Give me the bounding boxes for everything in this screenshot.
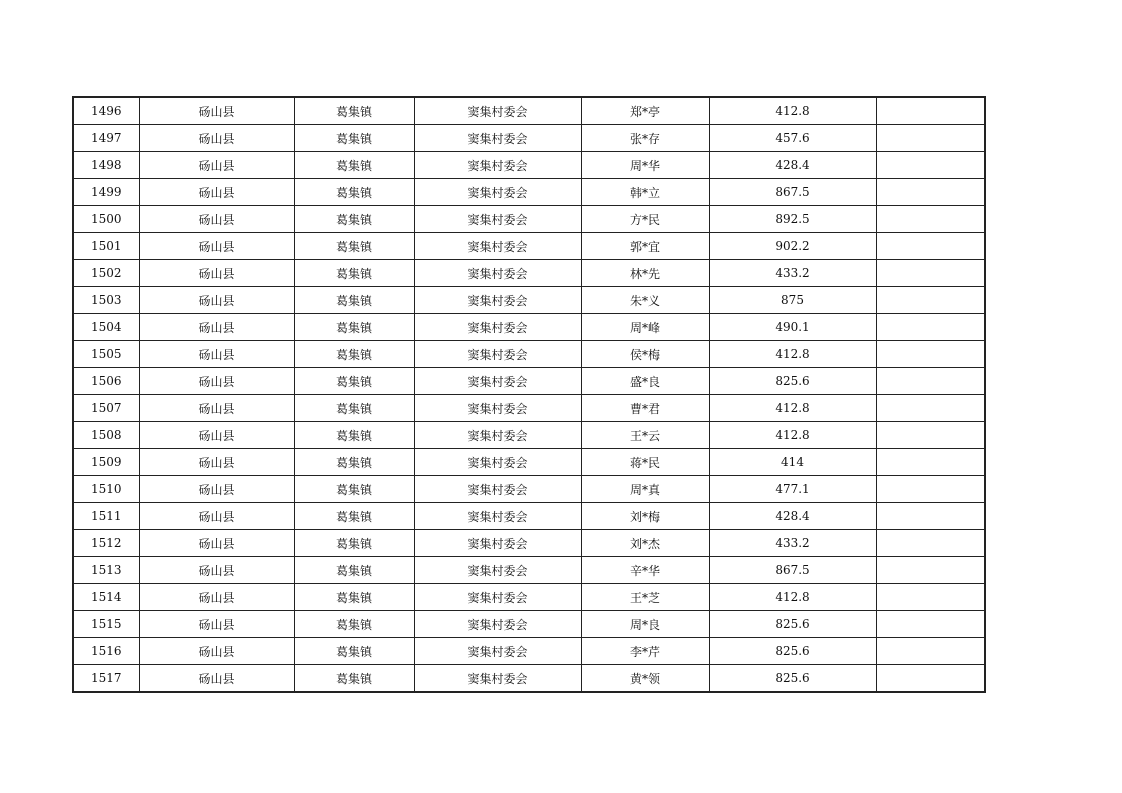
amount-cell: 902.2	[709, 233, 876, 260]
note-cell	[876, 260, 985, 287]
amount-cell: 412.8	[709, 422, 876, 449]
county-cell: 砀山县	[139, 503, 294, 530]
village-cell: 窦集村委会	[414, 422, 581, 449]
amount-cell: 477.1	[709, 476, 876, 503]
name-cell: 侯*梅	[581, 341, 709, 368]
county-cell: 砀山县	[139, 314, 294, 341]
amount-cell: 875	[709, 287, 876, 314]
table-row	[73, 260, 985, 287]
amount-cell: 428.4	[709, 503, 876, 530]
table-row	[73, 422, 985, 449]
note-cell	[876, 368, 985, 395]
note-cell	[876, 341, 985, 368]
village-cell: 窦集村委会	[414, 476, 581, 503]
county-cell: 砀山县	[139, 368, 294, 395]
county-cell: 砀山县	[139, 125, 294, 152]
town-cell: 葛集镇	[294, 233, 414, 260]
amount-cell: 412.8	[709, 584, 876, 611]
amount-cell: 433.2	[709, 530, 876, 557]
name-cell: 方*民	[581, 206, 709, 233]
town-cell: 葛集镇	[294, 260, 414, 287]
amount-cell: 412.8	[709, 97, 876, 125]
village-cell: 窦集村委会	[414, 341, 581, 368]
name-cell: 朱*义	[581, 287, 709, 314]
note-cell	[876, 584, 985, 611]
table-row	[73, 233, 985, 260]
table-row	[73, 125, 985, 152]
village-cell: 窦集村委会	[414, 638, 581, 665]
table-row	[73, 287, 985, 314]
county-cell: 砀山县	[139, 97, 294, 125]
amount-cell: 825.6	[709, 611, 876, 638]
town-cell: 葛集镇	[294, 557, 414, 584]
amount-cell: 414	[709, 449, 876, 476]
table-row	[73, 611, 985, 638]
town-cell: 葛集镇	[294, 341, 414, 368]
name-cell: 刘*杰	[581, 530, 709, 557]
name-cell: 黄*领	[581, 665, 709, 693]
name-cell: 周*良	[581, 611, 709, 638]
county-cell: 砀山县	[139, 665, 294, 693]
note-cell	[876, 152, 985, 179]
amount-cell: 428.4	[709, 152, 876, 179]
county-cell: 砀山县	[139, 152, 294, 179]
name-cell: 韩*立	[581, 179, 709, 206]
amount-cell: 892.5	[709, 206, 876, 233]
village-cell: 窦集村委会	[414, 260, 581, 287]
row-number-cell: 1496	[73, 97, 139, 125]
note-cell	[876, 476, 985, 503]
county-cell: 砀山县	[139, 179, 294, 206]
name-cell: 辛*华	[581, 557, 709, 584]
note-cell	[876, 179, 985, 206]
town-cell: 葛集镇	[294, 179, 414, 206]
row-number-cell: 1500	[73, 206, 139, 233]
name-cell: 张*存	[581, 125, 709, 152]
note-cell	[876, 287, 985, 314]
name-cell: 周*华	[581, 152, 709, 179]
name-cell: 周*真	[581, 476, 709, 503]
row-number-cell: 1505	[73, 341, 139, 368]
county-cell: 砀山县	[139, 341, 294, 368]
amount-cell: 825.6	[709, 665, 876, 693]
village-cell: 窦集村委会	[414, 152, 581, 179]
row-number-cell: 1504	[73, 314, 139, 341]
village-cell: 窦集村委会	[414, 368, 581, 395]
table-row	[73, 395, 985, 422]
town-cell: 葛集镇	[294, 368, 414, 395]
row-number-cell: 1515	[73, 611, 139, 638]
village-cell: 窦集村委会	[414, 125, 581, 152]
town-cell: 葛集镇	[294, 287, 414, 314]
amount-cell: 867.5	[709, 557, 876, 584]
note-cell	[876, 503, 985, 530]
town-cell: 葛集镇	[294, 584, 414, 611]
amount-cell: 490.1	[709, 314, 876, 341]
table-row	[73, 97, 985, 125]
row-number-cell: 1516	[73, 638, 139, 665]
row-number-cell: 1507	[73, 395, 139, 422]
table-row	[73, 152, 985, 179]
village-cell: 窦集村委会	[414, 206, 581, 233]
name-cell: 王*云	[581, 422, 709, 449]
county-cell: 砀山县	[139, 584, 294, 611]
amount-cell: 825.6	[709, 368, 876, 395]
table-row	[73, 503, 985, 530]
village-cell: 窦集村委会	[414, 179, 581, 206]
village-cell: 窦集村委会	[414, 665, 581, 693]
row-number-cell: 1508	[73, 422, 139, 449]
county-cell: 砀山县	[139, 476, 294, 503]
town-cell: 葛集镇	[294, 638, 414, 665]
village-cell: 窦集村委会	[414, 611, 581, 638]
name-cell: 蒋*民	[581, 449, 709, 476]
village-cell: 窦集村委会	[414, 557, 581, 584]
table-row	[73, 665, 985, 693]
county-cell: 砀山县	[139, 287, 294, 314]
subsidy-table	[72, 96, 986, 693]
village-cell: 窦集村委会	[414, 233, 581, 260]
amount-cell: 412.8	[709, 341, 876, 368]
table-row	[73, 530, 985, 557]
amount-cell: 457.6	[709, 125, 876, 152]
town-cell: 葛集镇	[294, 395, 414, 422]
name-cell: 周*峰	[581, 314, 709, 341]
note-cell	[876, 449, 985, 476]
table-row	[73, 449, 985, 476]
town-cell: 葛集镇	[294, 206, 414, 233]
county-cell: 砀山县	[139, 449, 294, 476]
name-cell: 盛*良	[581, 368, 709, 395]
county-cell: 砀山县	[139, 260, 294, 287]
name-cell: 王*芝	[581, 584, 709, 611]
town-cell: 葛集镇	[294, 152, 414, 179]
town-cell: 葛集镇	[294, 476, 414, 503]
village-cell: 窦集村委会	[414, 449, 581, 476]
note-cell	[876, 125, 985, 152]
table-body	[73, 97, 985, 692]
table-row	[73, 314, 985, 341]
row-number-cell: 1517	[73, 665, 139, 693]
row-number-cell: 1503	[73, 287, 139, 314]
town-cell: 葛集镇	[294, 449, 414, 476]
row-number-cell: 1501	[73, 233, 139, 260]
village-cell: 窦集村委会	[414, 287, 581, 314]
name-cell: 李*芹	[581, 638, 709, 665]
table-row	[73, 476, 985, 503]
county-cell: 砀山县	[139, 206, 294, 233]
village-cell: 窦集村委会	[414, 530, 581, 557]
note-cell	[876, 97, 985, 125]
amount-cell: 433.2	[709, 260, 876, 287]
note-cell	[876, 638, 985, 665]
row-number-cell: 1510	[73, 476, 139, 503]
town-cell: 葛集镇	[294, 125, 414, 152]
table-row	[73, 179, 985, 206]
table-row	[73, 206, 985, 233]
village-cell: 窦集村委会	[414, 97, 581, 125]
table-row	[73, 341, 985, 368]
note-cell	[876, 611, 985, 638]
table-row	[73, 368, 985, 395]
note-cell	[876, 665, 985, 693]
county-cell: 砀山县	[139, 233, 294, 260]
county-cell: 砀山县	[139, 638, 294, 665]
town-cell: 葛集镇	[294, 665, 414, 693]
table-row	[73, 638, 985, 665]
county-cell: 砀山县	[139, 530, 294, 557]
village-cell: 窦集村委会	[414, 503, 581, 530]
village-cell: 窦集村委会	[414, 314, 581, 341]
row-number-cell: 1513	[73, 557, 139, 584]
row-number-cell: 1497	[73, 125, 139, 152]
row-number-cell: 1498	[73, 152, 139, 179]
town-cell: 葛集镇	[294, 314, 414, 341]
county-cell: 砀山县	[139, 557, 294, 584]
village-cell: 窦集村委会	[414, 395, 581, 422]
note-cell	[876, 557, 985, 584]
name-cell: 曹*君	[581, 395, 709, 422]
county-cell: 砀山县	[139, 422, 294, 449]
note-cell	[876, 314, 985, 341]
town-cell: 葛集镇	[294, 530, 414, 557]
village-cell: 窦集村委会	[414, 584, 581, 611]
table-row	[73, 584, 985, 611]
row-number-cell: 1514	[73, 584, 139, 611]
row-number-cell: 1499	[73, 179, 139, 206]
row-number-cell: 1509	[73, 449, 139, 476]
note-cell	[876, 206, 985, 233]
amount-cell: 412.8	[709, 395, 876, 422]
amount-cell: 825.6	[709, 638, 876, 665]
town-cell: 葛集镇	[294, 422, 414, 449]
row-number-cell: 1502	[73, 260, 139, 287]
county-cell: 砀山县	[139, 611, 294, 638]
town-cell: 葛集镇	[294, 503, 414, 530]
name-cell: 林*先	[581, 260, 709, 287]
name-cell: 郑*亭	[581, 97, 709, 125]
amount-cell: 867.5	[709, 179, 876, 206]
note-cell	[876, 530, 985, 557]
name-cell: 郭*宜	[581, 233, 709, 260]
note-cell	[876, 233, 985, 260]
town-cell: 葛集镇	[294, 611, 414, 638]
note-cell	[876, 422, 985, 449]
row-number-cell: 1506	[73, 368, 139, 395]
town-cell: 葛集镇	[294, 97, 414, 125]
table-row	[73, 557, 985, 584]
row-number-cell: 1512	[73, 530, 139, 557]
name-cell: 刘*梅	[581, 503, 709, 530]
row-number-cell: 1511	[73, 503, 139, 530]
note-cell	[876, 395, 985, 422]
county-cell: 砀山县	[139, 395, 294, 422]
